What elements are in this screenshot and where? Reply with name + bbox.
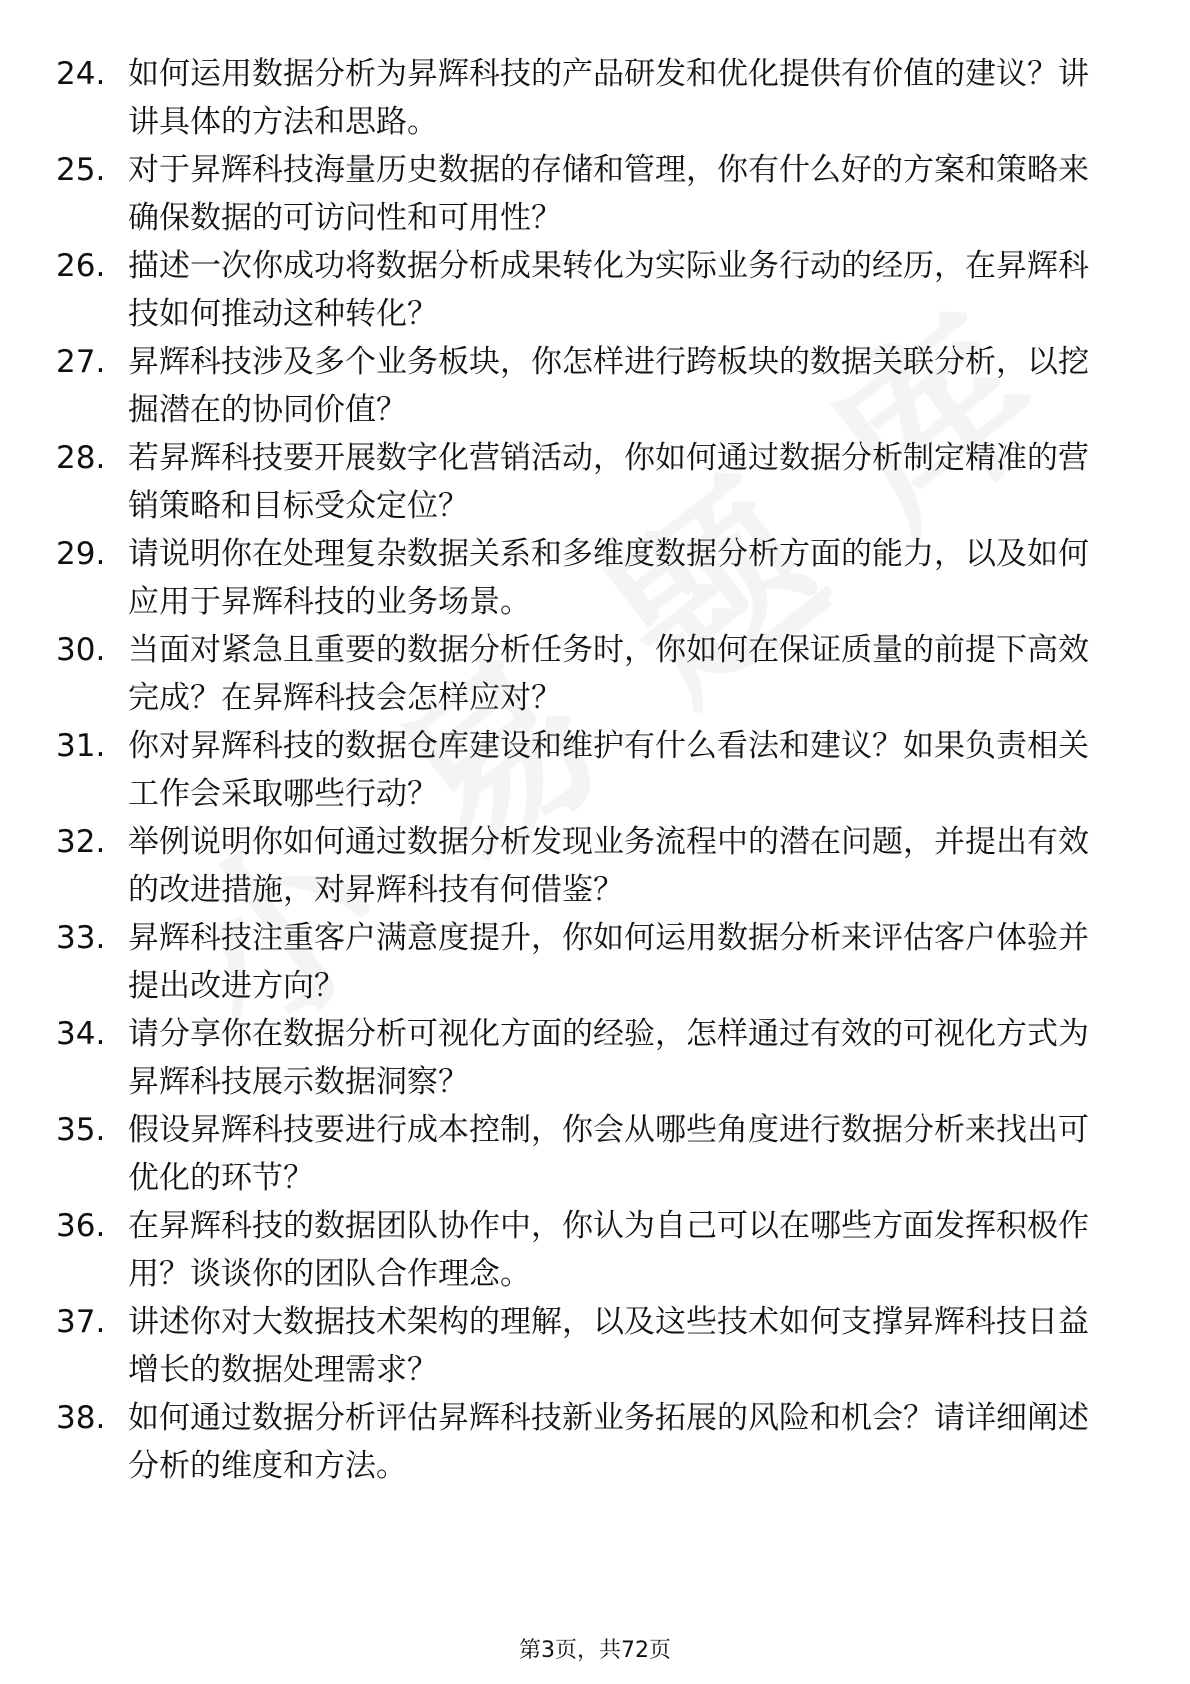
question-item <box>0 530 1190 640</box>
question-text: 你对昇辉科技的数据仓库建设和维护有什么看法和建议？如果负责相关工作会采取哪些行动？ <box>128 728 1089 812</box>
question-number: 25. <box>56 152 106 188</box>
question-item <box>0 242 1190 352</box>
question-text: 请分享你在数据分析可视化方面的经验，怎样通过有效的可视化方式为昇辉科技展示数据洞察？ <box>128 1016 1089 1100</box>
question-item <box>0 338 1190 448</box>
question-number: 32. <box>56 824 106 860</box>
page-footer <box>0 1636 1190 1666</box>
question-text: 假设昇辉科技要进行成本控制，你会从哪些角度进行数据分析来找出可优化的环节？ <box>128 1112 1089 1196</box>
question-item <box>0 914 1190 1024</box>
question-number: 35. <box>56 1112 106 1148</box>
question-item <box>0 50 1190 160</box>
question-item <box>0 434 1190 544</box>
question-number: 24. <box>56 56 106 92</box>
question-number: 28. <box>56 440 106 476</box>
question-text: 若昇辉科技要开展数字化营销活动，你如何通过数据分析制定精准的营销策略和目标受众定位？ <box>128 440 1089 524</box>
question-item <box>0 1394 1190 1504</box>
question-number: 26. <box>56 248 106 284</box>
question-item <box>0 146 1190 256</box>
question-text: 请说明你在处理复杂数据关系和多维度数据分析方面的能力，以及如何应用于昇辉科技的业务场景。 <box>128 536 1089 620</box>
question-item <box>0 1202 1190 1312</box>
question-text: 昇辉科技注重客户满意度提升，你如何运用数据分析来评估客户体验并提出改进方向？ <box>128 920 1089 1004</box>
page-number-label: 第3页，共72页 <box>519 1638 671 1663</box>
question-item <box>0 1010 1190 1120</box>
question-item <box>0 1106 1190 1216</box>
question-number: 33. <box>56 920 106 956</box>
question-text: 对于昇辉科技海量历史数据的存储和管理，你有什么好的方案和策略来确保数据的可访问性和可用性？ <box>128 152 1089 236</box>
question-text: 当面对紧急且重要的数据分析任务时，你如何在保证质量的前提下高效完成？在昇辉科技会怎样应对？ <box>128 632 1089 716</box>
question-item <box>0 818 1190 928</box>
question-number: 34. <box>56 1016 106 1052</box>
question-item <box>0 1298 1190 1408</box>
question-number: 29. <box>56 536 106 572</box>
question-text: 如何通过数据分析评估昇辉科技新业务拓展的风险和机会？请详细阐述分析的维度和方法。 <box>128 1400 1089 1484</box>
question-number: 31. <box>56 728 106 764</box>
question-text: 在昇辉科技的数据团队协作中，你认为自己可以在哪些方面发挥积极作用？谈谈你的团队合作理念。 <box>128 1208 1089 1292</box>
question-text: 讲述你对大数据技术架构的理解，以及这些技术如何支撑昇辉科技日益增长的数据处理需求？ <box>128 1304 1089 1388</box>
question-item <box>0 722 1190 832</box>
question-number: 27. <box>56 344 106 380</box>
question-text: 描述一次你成功将数据分析成果转化为实际业务行动的经历，在昇辉科技如何推动这种转化？ <box>128 248 1089 332</box>
question-item <box>0 626 1190 736</box>
question-number: 38. <box>56 1400 106 1436</box>
question-number: 37. <box>56 1304 106 1340</box>
question-text: 举例说明你如何通过数据分析发现业务流程中的潜在问题，并提出有效的改进措施，对昇辉科技有何借鉴？ <box>128 824 1089 908</box>
question-number: 30. <box>56 632 106 668</box>
question-number: 36. <box>56 1208 106 1244</box>
question-text: 如何运用数据分析为昇辉科技的产品研发和优化提供有价值的建议？讲讲具体的方法和思路。 <box>128 56 1089 140</box>
question-text: 昇辉科技涉及多个业务板块，你怎样进行跨板块的数据关联分析，以挖掘潜在的协同价值？ <box>128 344 1089 428</box>
